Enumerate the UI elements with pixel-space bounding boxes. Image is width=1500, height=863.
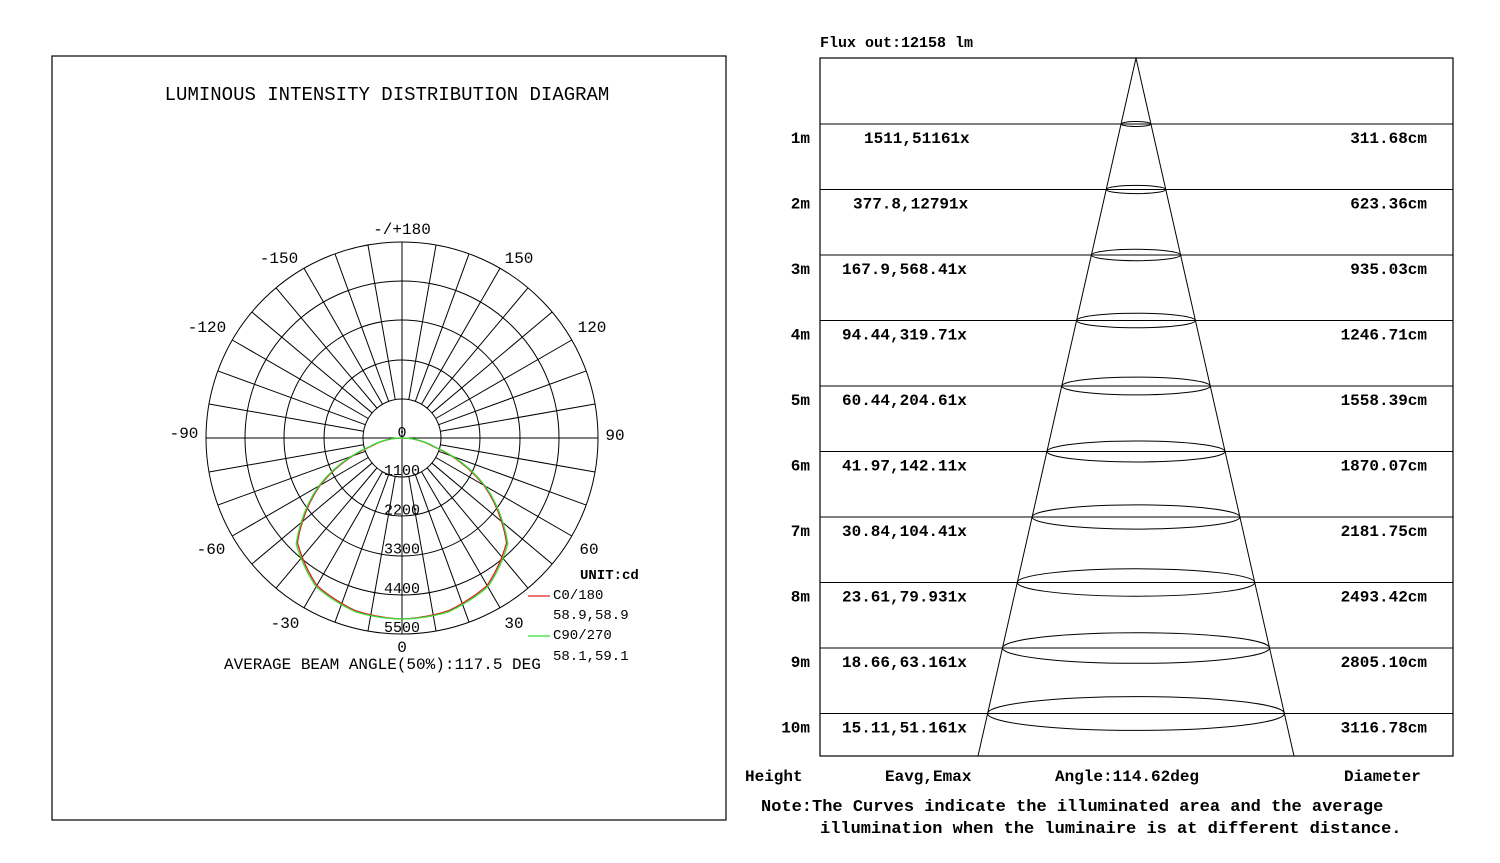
row-eavg-emax: 23.61,79.931x xyxy=(842,588,967,607)
row-eavg-emax: 94.44,319.71x xyxy=(842,326,967,345)
row-diameter: 2493.42cm xyxy=(1340,588,1427,607)
polar-angle-label: 30 xyxy=(504,615,524,633)
row-eavg-emax: 15.11,51.161x xyxy=(842,719,967,738)
flux-out: Flux out:12158 lm xyxy=(820,35,974,52)
footer-eavg-label: Eavg,Emax xyxy=(885,768,972,786)
row-height: 9m xyxy=(790,654,810,672)
polar-radial-label: 3300 xyxy=(383,541,421,559)
legend-value-c90: 58.1,59.1 xyxy=(553,649,629,665)
polar-angle-label: -120 xyxy=(187,319,227,337)
row-eavg-emax: 377.8,12791x xyxy=(853,195,969,214)
row-diameter: 2181.75cm xyxy=(1340,523,1427,541)
polar-spoke xyxy=(440,404,595,431)
unit-label: UNIT:cd xyxy=(580,568,639,584)
polar-spoke xyxy=(439,371,587,425)
row-diameter: 311.68cm xyxy=(1350,130,1427,148)
row-diameter: 1558.39cm xyxy=(1340,392,1427,410)
polar-spoke xyxy=(436,340,572,419)
footer-angle-label: Angle:114.62deg xyxy=(1055,768,1200,786)
polar-spoke xyxy=(427,468,528,588)
row-eavg-emax: 167.9,568.41x xyxy=(842,261,967,279)
legend-name-c90: C90/270 xyxy=(553,628,612,644)
polar-angle-label: -90 xyxy=(169,425,199,443)
note-line-1: Note:The Curves indicate the illuminated area and the average xyxy=(761,798,1384,817)
polar-angle-label: 0 xyxy=(397,639,407,657)
cone-right-edge xyxy=(1136,58,1294,756)
polar-spoke xyxy=(335,254,389,402)
footer-diameter-label: Diameter xyxy=(1344,768,1421,786)
polar-spoke xyxy=(218,451,366,505)
polar-spoke xyxy=(440,445,595,472)
row-eavg-emax: 1511,51161x xyxy=(864,130,970,148)
polar-radial-label: 2200 xyxy=(383,502,421,520)
polar-spoke xyxy=(252,463,372,564)
polar-spoke xyxy=(209,445,364,472)
row-eavg-emax: 60.44,204.61x xyxy=(842,392,967,410)
polar-spoke xyxy=(432,312,552,413)
row-eavg-emax: 30.84,104.41x xyxy=(842,523,967,541)
note-line-2: illumination when the luminaire is at different distance. xyxy=(820,820,1402,839)
cone-left-edge xyxy=(978,58,1136,756)
polar-spoke xyxy=(304,268,383,404)
row-diameter: 1870.07cm xyxy=(1340,457,1427,476)
row-height: 4m xyxy=(790,326,810,345)
row-height: 6m xyxy=(790,457,810,476)
polar-spoke xyxy=(232,340,368,419)
polar-radial-label: 1100 xyxy=(383,463,421,481)
polar-spoke xyxy=(409,245,436,400)
row-diameter: 1246.71cm xyxy=(1340,326,1427,345)
illuminance-panel xyxy=(745,35,1453,839)
polar-radial-label: 4400 xyxy=(383,580,421,598)
row-height: 7m xyxy=(790,523,810,541)
polar-panel xyxy=(52,56,726,820)
row-eavg-emax: 18.66,63.161x xyxy=(842,654,967,672)
row-diameter: 623.36cm xyxy=(1350,195,1427,214)
polar-spoke xyxy=(218,371,366,425)
polar-spoke xyxy=(422,268,501,404)
polar-angle-label: 150 xyxy=(504,250,534,268)
row-height: 2m xyxy=(790,195,810,214)
polar-title: LUMINOUS INTENSITY DISTRIBUTION DIAGRAM xyxy=(164,84,610,106)
polar-spoke xyxy=(439,451,587,505)
polar-spoke xyxy=(252,312,372,413)
row-diameter: 2805.10cm xyxy=(1340,654,1427,672)
polar-spoke xyxy=(368,245,395,400)
legend-value-c0: 58.9,58.9 xyxy=(553,608,629,624)
polar-angle-label: -60 xyxy=(196,541,226,559)
polar-angle-label: -30 xyxy=(270,615,300,633)
polar-legend xyxy=(528,568,639,665)
polar-spoke xyxy=(427,288,528,408)
row-height: 3m xyxy=(790,261,810,279)
footer-height-label: Height xyxy=(745,768,803,786)
polar-spoke xyxy=(415,475,469,623)
row-diameter: 3116.78cm xyxy=(1340,719,1427,738)
legend-name-c0: C0/180 xyxy=(553,588,604,604)
illuminance-rows xyxy=(781,130,1427,738)
row-height: 5m xyxy=(790,392,810,410)
polar-spoke xyxy=(432,463,552,564)
row-eavg-emax: 41.97,142.11x xyxy=(842,457,967,476)
polar-angle-label: 60 xyxy=(579,541,599,559)
beam-angle-text: AVERAGE BEAM ANGLE(50%):117.5 DEG xyxy=(224,656,541,674)
polar-spoke xyxy=(209,404,364,431)
polar-angle-label: -/+180 xyxy=(373,221,431,239)
row-height: 10m xyxy=(781,719,810,738)
polar-spoke xyxy=(276,468,377,588)
light-cone xyxy=(978,58,1294,756)
polar-angle-label: -150 xyxy=(259,250,299,268)
polar-spoke xyxy=(415,254,469,402)
polar-angle-label: 120 xyxy=(577,319,607,337)
polar-radial-label: 5500 xyxy=(383,620,421,637)
polar-spoke xyxy=(335,475,389,623)
polar-angle-label: 90 xyxy=(605,427,625,445)
row-height: 8m xyxy=(790,588,810,607)
row-height: 1m xyxy=(790,130,810,148)
polar-spoke xyxy=(276,288,377,408)
polar-radial-label: 0 xyxy=(397,425,407,442)
row-diameter: 935.03cm xyxy=(1350,261,1427,279)
